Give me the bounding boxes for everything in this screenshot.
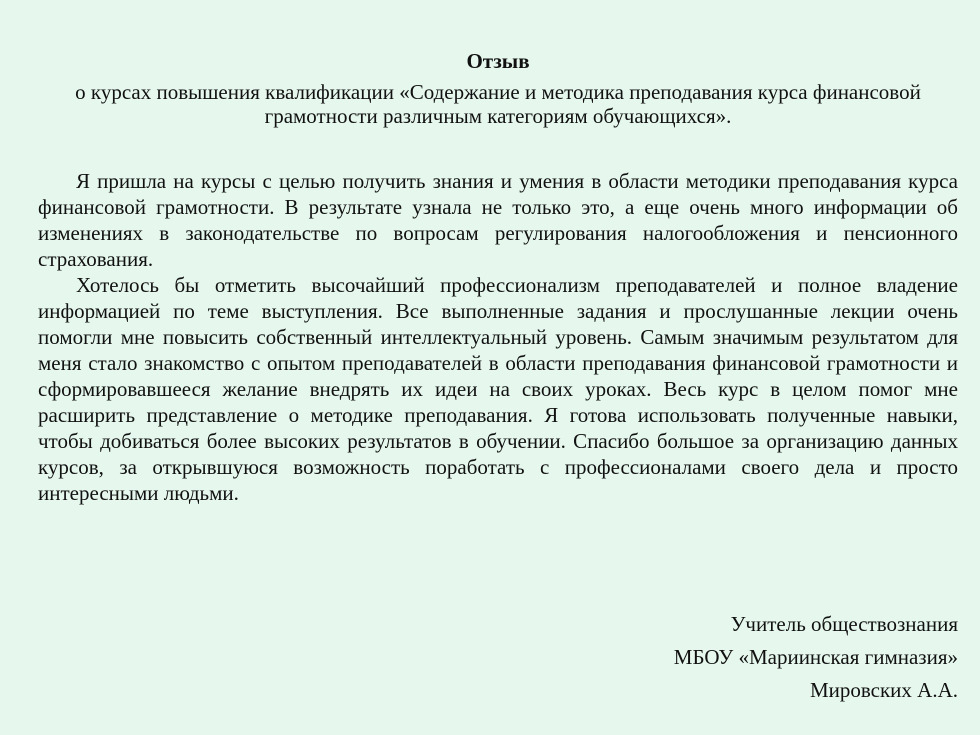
signature-organization: МБОУ «Мариинская гимназия» bbox=[673, 645, 958, 669]
signature-block bbox=[674, 608, 958, 707]
document-subtitle: о курсах повышения квалификации «Содержание и методика преподавания курса финансовой грамотности различным категориям обучающихся». bbox=[75, 80, 921, 128]
body-paragraph-1: Я пришла на курсы с целью получить знания и умения в области методики преподавания курса финансовой грамотности. В результате узнала не только это, а еще очень много информации об изменениях в законодательстве по вопросам регулирования налогообложения и пенсионного страхования. bbox=[38, 169, 958, 271]
signature-name: Мировских А.А. bbox=[809, 678, 958, 702]
body-paragraph-2: Хотелось бы отметить высочайший профессионализм преподавателей и полное владение информацией по теме выступления. Все выполненные задания и прослушанные лекции очень помогли мне повысить собственный интеллектуальный уровень. Самым значимым результатом для меня стало знакомство с опытом преподавателей в области преподавания финансовой грамотности и сформировавшееся желание внедрять их идеи на своих уроках. Весь курс в целом помог мне расширить представление о методике преподавания. Я готова использовать полученные навыки, чтобы добиваться более высоких результатов в обучении. Спасибо большое за организацию данных курсов, за открывшуюся возможность поработать с профессионалами своего дела и просто интересными людьми. bbox=[38, 273, 958, 505]
signature-position: Учитель обществознания bbox=[730, 612, 958, 636]
document-title: Отзыв bbox=[466, 49, 530, 73]
